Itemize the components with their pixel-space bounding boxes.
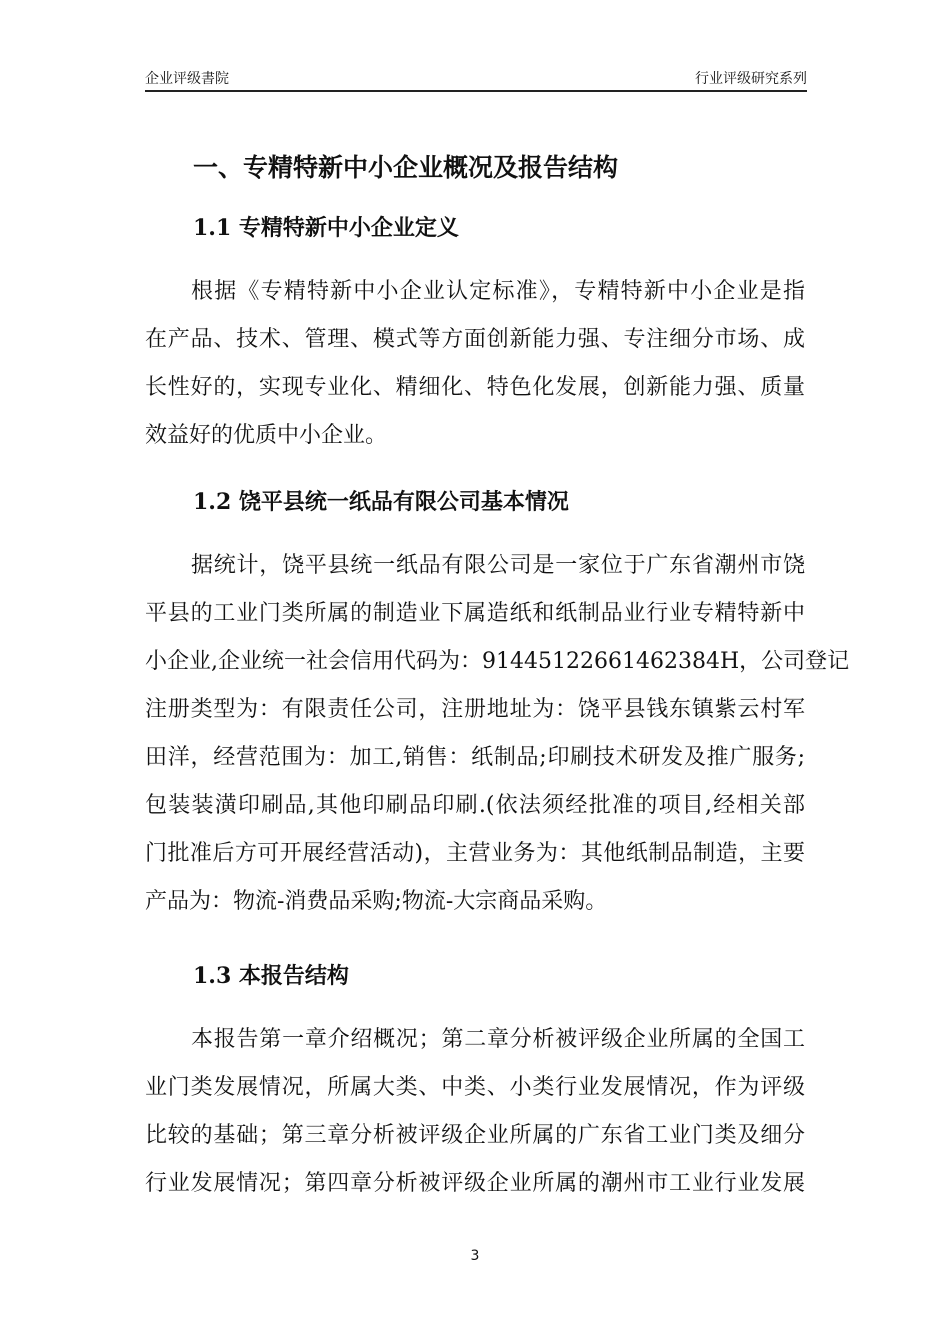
text-line: 注册类型为：有限责任公司，注册地址为：饶平县钱东镇紫云村军 [145,697,805,722]
text-line: 据统计，饶平县统一纸品有限公司是一家位于广东省潮州市饶 [191,553,805,578]
page-number: 3 [470,1248,480,1264]
text-line: 小企业,企业统一社会信用代码为：91445122661462384H，公司登记 [145,649,850,674]
text-line: 本报告第一章介绍概况；第二章分析被评级企业所属的全国工 [191,1027,805,1052]
section-heading-1-3: 1.3 本报告结构 [193,963,349,989]
header-right: 行业评级研究系列 [695,71,807,87]
text-line: 平县的工业门类所属的制造业下属造纸和纸制品业行业专精特新中 [145,601,805,626]
text-line: 田洋，经营范围为：加工,销售：纸制品;印刷技术研发及推广服务; [145,745,805,770]
chapter-title: 一、专精特新中小企业概况及报告结构 [193,153,619,182]
text-line: 业门类发展情况，所属大类、中类、小类行业发展情况，作为评级 [145,1075,805,1100]
text-line: 在产品、技术、管理、模式等方面创新能力强、专注细分市场、成 [145,327,805,352]
text-line: 比较的基础；第三章分析被评级企业所属的广东省工业门类及细分 [145,1123,805,1148]
section-paragraph-1-1 [145,268,805,460]
text-line: 门批准后方可开展经营活动)，主营业务为：其他纸制品制造，主要 [145,841,805,866]
text-line: 长性好的，实现专业化、精细化、特色化发展，创新能力强、质量 [145,375,805,400]
text-line: 根据《专精特新中小企业认定标准》，专精特新中小企业是指 [191,279,805,304]
section-heading-1-1: 1.1 专精特新中小企业定义 [193,215,459,241]
text-line: 效益好的优质中小企业。 [145,423,388,448]
text-line: 行业发展情况；第四章分析被评级企业所属的潮州市工业行业发展 [145,1171,805,1196]
text-line: 包装装潢印刷品,其他印刷品印刷.(依法须经批准的项目,经相关部 [145,793,805,818]
section-paragraph-1-2 [145,542,850,926]
text-line: 产品为：物流-消费品采购;物流-大宗商品采购。 [145,889,608,914]
section-heading-1-2: 1.2 饶平县统一纸品有限公司基本情况 [193,489,569,515]
page-header [145,68,807,92]
header-left: 企业评级書院 [145,71,229,87]
section-paragraph-1-3 [145,1016,805,1208]
